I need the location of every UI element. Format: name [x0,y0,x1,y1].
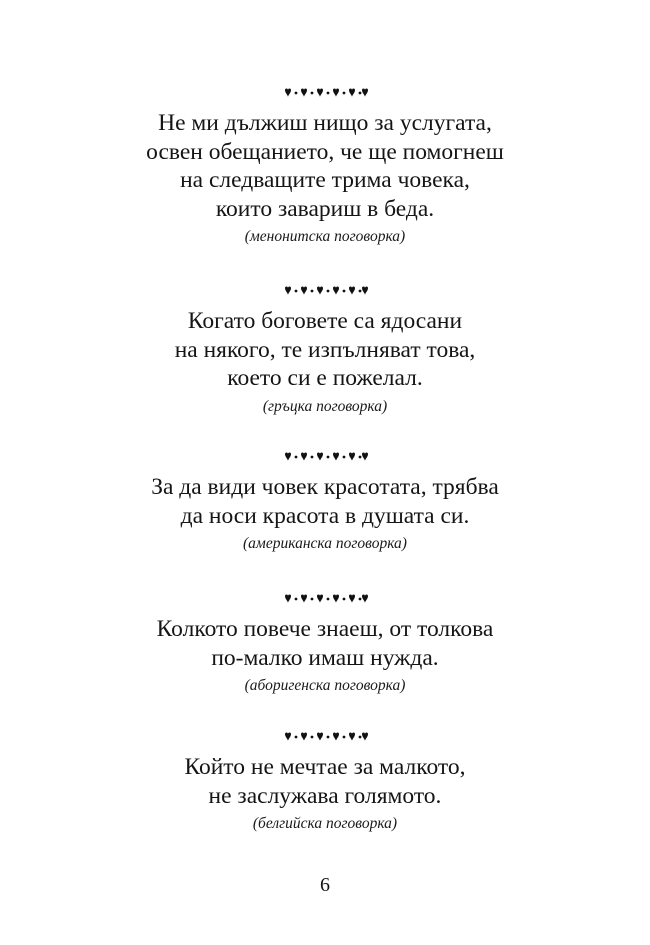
proverb-2 [0,284,650,418]
proverb-source: (менонитска поговорка) [244,228,406,245]
proverb-line: които завариш в беда. [215,195,435,222]
proverb-5 [0,730,650,835]
proverb-line: да носи красота в душата си. [180,502,470,529]
proverb-line: на следващите трима човека, [180,167,470,193]
proverb-line: Когато боговете са ядосани [187,308,463,334]
heart-dot-divider-icon [0,450,650,464]
heart-dot-divider-icon [0,592,650,606]
proverb-line: Колкото повече знаеш, от толкова [156,616,494,642]
page-number: 6 [320,874,330,896]
proverb-line: освен обещанието, че ще помогнеш [146,138,504,165]
proverb-line: Не ми дължиш нищо за услугата, [158,110,492,136]
proverb-source: (белгийска поговорка) [252,815,398,832]
proverb-line: За да види човек красотата, трябва [151,474,499,500]
proverb-line: на някого, те изпълняват това, [174,336,476,363]
proverb-source: (гръцка поговорка) [262,397,388,415]
proverb-4 [0,592,650,697]
heart-dot-divider-icon [0,730,650,744]
proverb-source: (аборигенска поговорка) [244,677,406,694]
proverb-source: (американска поговорка) [243,535,407,552]
proverb-line: Който не мечтае за малкото, [184,754,466,780]
proverb-3 [0,450,650,555]
heart-dot-divider-icon [0,86,650,100]
proverb-line: което си е пожелал. [227,365,423,391]
heart-dot-divider-icon [0,284,650,298]
proverb-line: по-малко имаш нужда. [211,644,439,671]
proverb-1 [0,86,650,248]
proverb-line: не заслужава голямото. [208,782,442,809]
